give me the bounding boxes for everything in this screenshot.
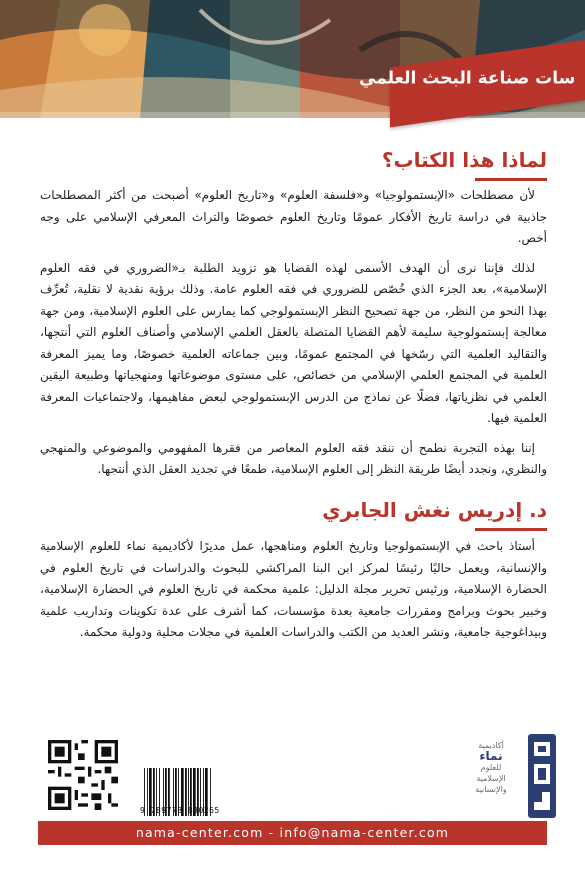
publisher-line: والإنسانية bbox=[475, 785, 507, 794]
title-underline bbox=[475, 178, 547, 181]
author-name: د. إدريس نغش الجابري bbox=[322, 498, 547, 522]
publisher-line: نماء bbox=[479, 749, 503, 763]
series-label: سات صناعة البحث العلمي bbox=[358, 68, 575, 89]
contact-footer: nama-center.com - info@nama-center.com bbox=[38, 821, 547, 845]
about-paragraph: لأن مصطلحات «الإبستمولوجيا» و«فلسفة العلوم» و«تاريخ العلوم» أصبحت من أكثر المصطلحات جاذبية في دراسة تاريخ الأفكار عمومًا وتاريخ العلوم خصوصًا والتراث المعرفي الإسلامي على وجه أخص. bbox=[40, 188, 547, 245]
section-title: لماذا هذا الكتاب؟ bbox=[381, 148, 547, 172]
publisher-line: الإسلامية bbox=[476, 774, 506, 783]
author-bio bbox=[40, 536, 547, 652]
publisher-line: أكاديمية bbox=[478, 741, 504, 750]
about-paragraph: إننا بهذه التجربة نطمح أن ننقد فقه العلوم المعاصر من فقرها المفهومي والموضوعي والمنهجي والنظري، ونجدد أيضًا طريقة النظر إلى العلوم الإسلامية، طمعًا في تجديد العقل الذي أنتجها. bbox=[40, 440, 547, 476]
about-paragraph: لذلك فإننا نرى أن الهدف الأسمى لهذه القضايا هو تزويد الطلبة بـ«الضروري في فقه العلوم الإسلامية»، بعد الجزء الذي خُصّص للضروري في فقه العلوم عامة. وذلك برؤية نقدية لا نقلية، تُعرِّف بهذا النحو من النظر، من جهة تصحيح النظر الإبستمولوجي كما يمارس على العلوم الإسلامية، ومن جهة معالجة إبستمولوجية سليمة لأهم القضايا المتصلة بالعقل العلمي الإسلامي وأصناف العلوم التي أنتجها، والتقاليد العلمية التي رسّخها في المجتمع عمومًا، وبين جماعاته العلمية خصوصًا، وما يميز المعرفة العلمية في المجتمع العلمي الإسلامي من خصائص، على مستوى موضوعاتها ومنهجياتها وطبيعة اليقين العلمي في نظرياتها، فضلًا عن نماذج من الدرس الإبستمولوجي لبعض مفاهيمها، ولاجتماعيات المعرفة العلمية فيها. bbox=[40, 260, 547, 425]
qr-code-icon bbox=[48, 740, 118, 810]
about-text bbox=[40, 185, 547, 489]
publisher-name bbox=[460, 740, 522, 795]
nama-logo-icon bbox=[528, 734, 556, 818]
bio-paragraph: أستاذ باحث في الإبستمولوجيا وتاريخ العلوم ومناهجها، عمل مديرًا لأكاديمية نماء للعلوم الإسلامية والإنسانية، ويعمل حاليًا رئيسًا لمركز ابن البنا المراكشي للبحوث والدراسات في تاريخ العلوم في الحضارة الإسلامية، ورئيس تحرير مجلة الدليل: علمية محكمة في تاريخ العلوم في الحضارة الإسلامية، وخبير بحوث وبرامج ومقررات جامعية بعدة مؤسسات، كما أشرف على عدة تكوينات وتداريب علمية وبيداغوجية جامعية، ونشر العديد من الكتب والدراسات العلمية في مجلات محلية ودولية محكمة. bbox=[40, 539, 547, 639]
barcode-digits: 9 789778 830265 bbox=[140, 806, 220, 815]
author-underline bbox=[475, 528, 547, 531]
publisher-line: للعلوم bbox=[480, 763, 502, 772]
